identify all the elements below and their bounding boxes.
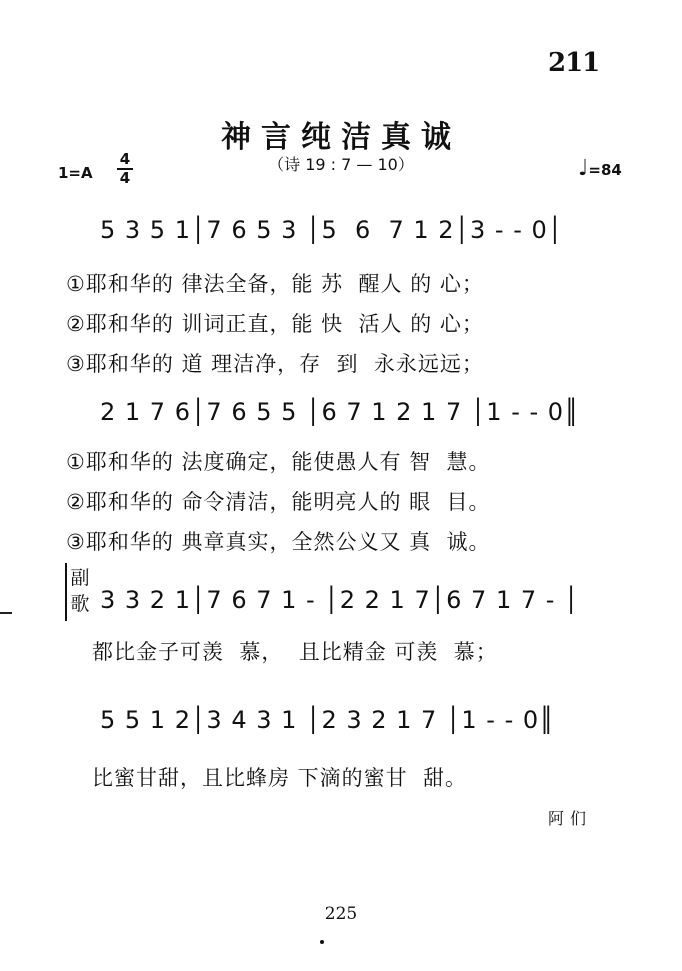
tempo-value: =84: [588, 161, 622, 179]
quarter-note-icon: ♩: [578, 156, 589, 181]
refrain-label: 副歌: [65, 563, 93, 621]
time-signature: [117, 152, 133, 186]
refrain-lyric-1: 都比金子可羡 慕， 且比精金 可羡 慕；: [92, 640, 498, 664]
margin-mark: [0, 612, 12, 614]
page-dot: [320, 940, 324, 944]
lyric-line-2-2: ②耶和华的 命令清洁，能明亮人的 眼 目。: [66, 490, 491, 514]
notes-line-1: 5 3 5 1│7 6 5 3 │5 6 7 1 2│3 - - 0│: [100, 216, 564, 244]
hymn-number: 211: [548, 48, 600, 78]
lyric-line-2-1: ①耶和华的 法度确定，能使愚人有 智 慧。: [66, 450, 491, 474]
hymn-title: 神言纯洁真诚: [221, 120, 461, 155]
time-signature-top: 4: [119, 150, 131, 168]
amen-ending: 阿们: [548, 809, 593, 828]
tempo-marking: [578, 156, 622, 181]
lyric-line-1-1: ①耶和华的 律法全备，能 苏 醒人 的 心；: [66, 272, 484, 296]
refrain-lyric-2: 比蜜甘甜，且比蜂房 下滴的蜜甘 甜。: [92, 766, 468, 790]
scripture-reference: （诗 19 : 7 — 10）: [268, 155, 414, 174]
lyric-line-2-3: ③耶和华的 典章真实，全然公义又 真 诚。: [66, 530, 491, 554]
time-signature-bottom: 4: [119, 169, 131, 187]
lyric-line-1-3: ③耶和华的 道 理洁净，存 到 永永远远；: [66, 352, 484, 376]
refrain-notes-2: 5 5 1 2│3 4 3 1 │2 3 2 1 7 │1 - - 0║: [100, 706, 555, 734]
key-signature: 1=A: [58, 164, 93, 182]
refrain-notes-1: 3 3 2 1│7 6 7 1 - │2 2 1 7│6 7 1 7 - │: [100, 586, 580, 614]
lyric-line-1-2: ②耶和华的 训词正直，能 快 活人 的 心；: [66, 312, 484, 336]
notes-line-2: 2 1 7 6│7 6 5 5 │6 7 1 2 1 7 │1 - - 0║: [100, 398, 580, 426]
page-number: 225: [324, 904, 358, 924]
